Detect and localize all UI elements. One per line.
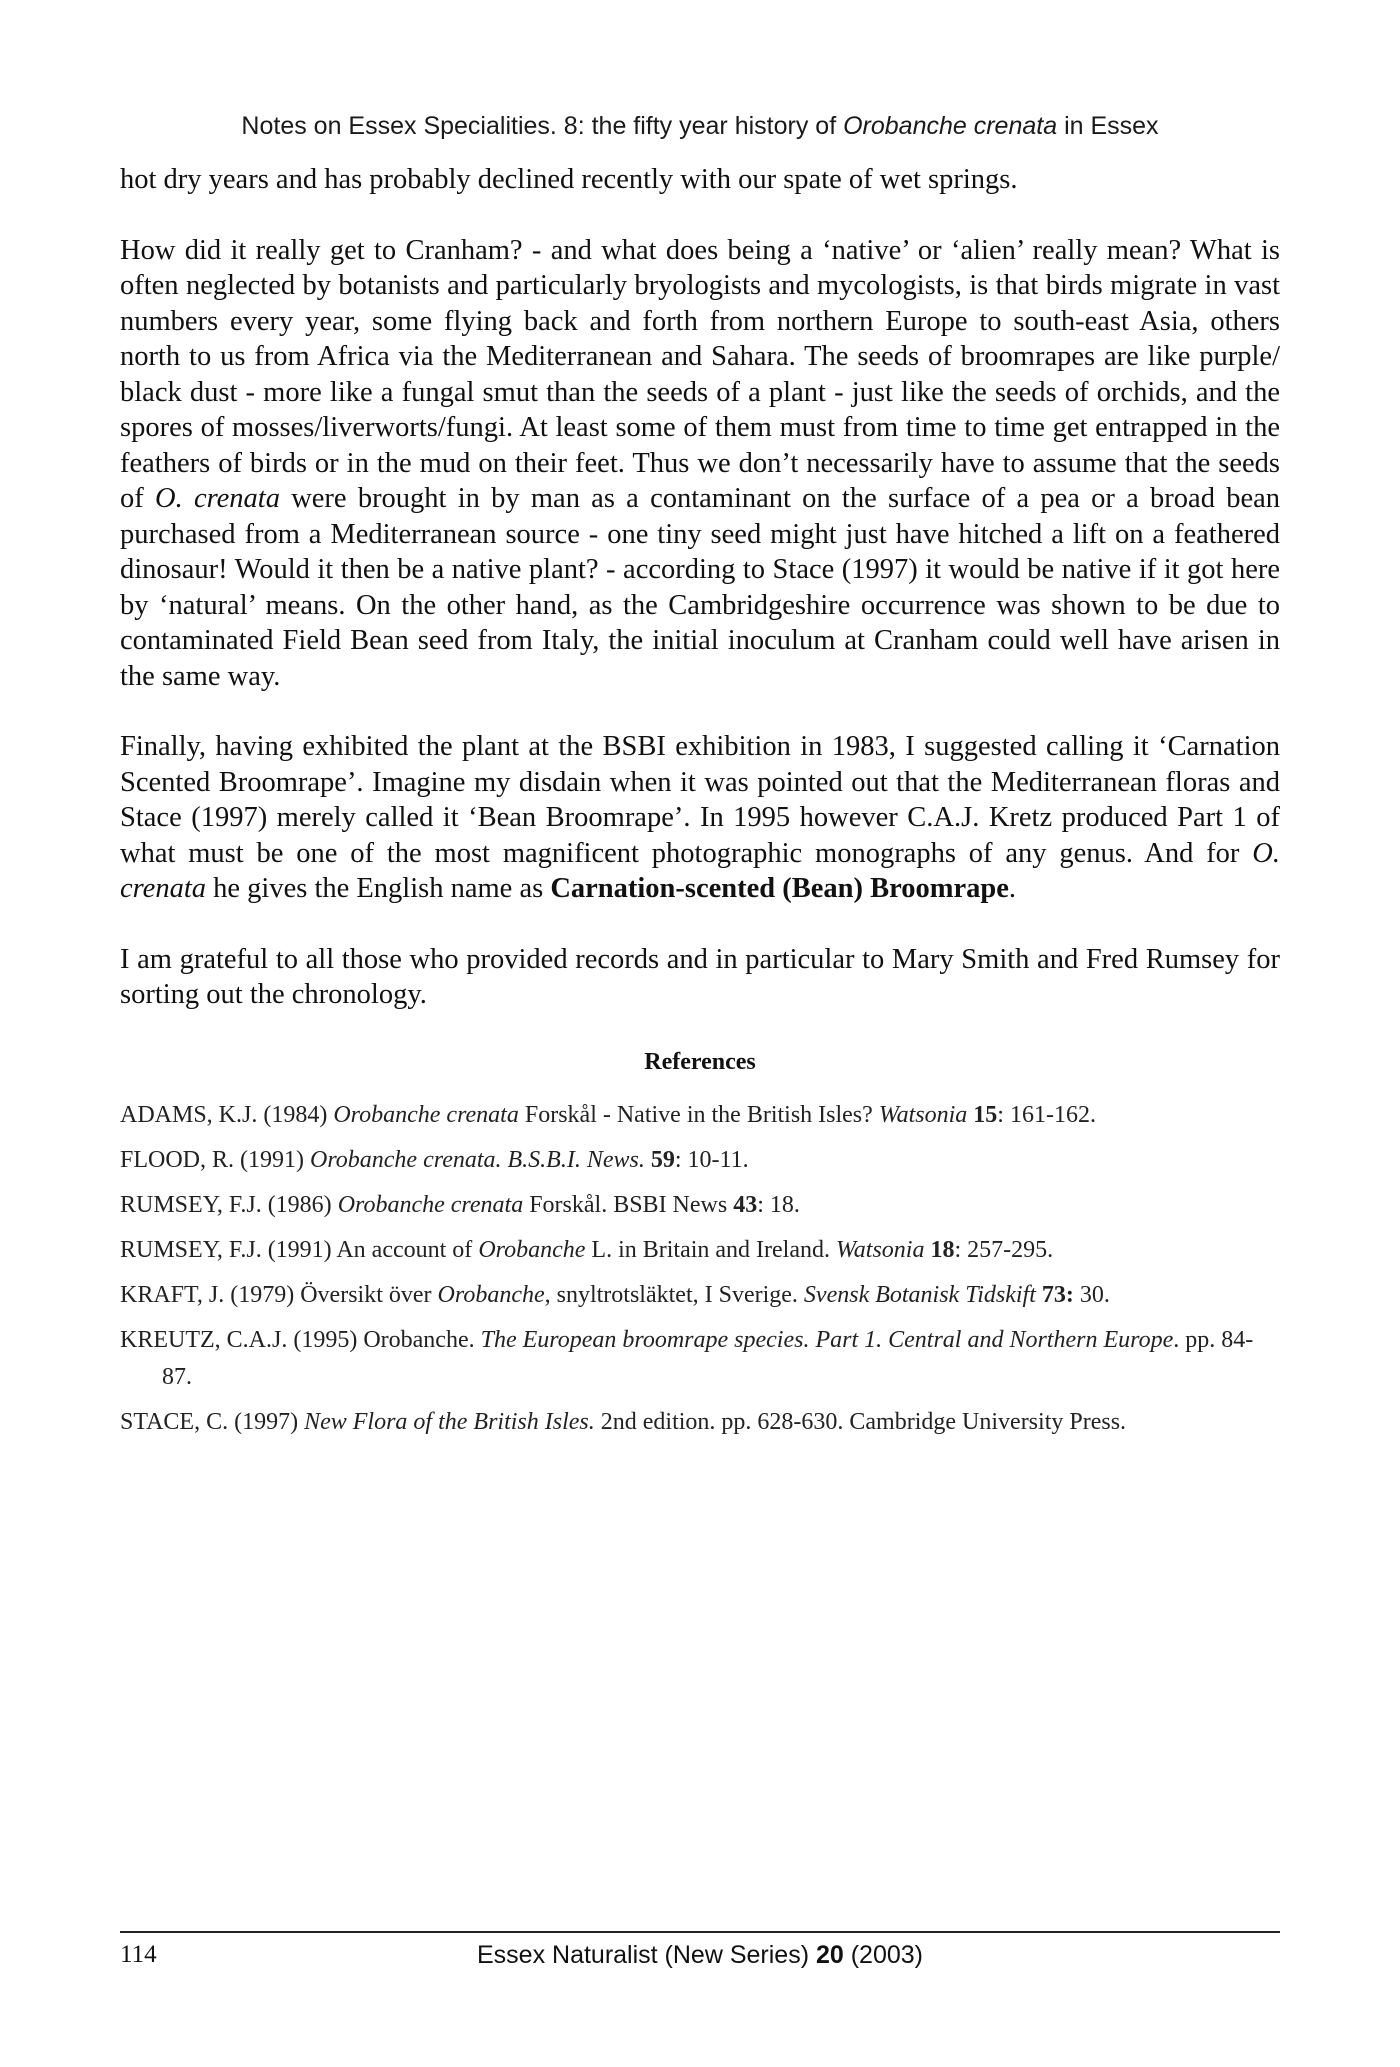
paragraph-2 <box>120 233 1280 695</box>
reference-item: RUMSEY, F.J. (1986) Orobanche crenata Forskål. BSBI News 43: 18. <box>120 1192 800 1218</box>
reference-item: RUMSEY, F.J. (1991) An account of Orobanche L. in Britain and Ireland. Watsonia 18: 257-295. <box>120 1237 1054 1263</box>
journal-name: Essex Naturalist (New Series) <box>476 1941 816 1969</box>
page-number: 114 <box>120 1941 157 1968</box>
article-body <box>120 162 1280 1048</box>
reference-item: FLOOD, R. (1991) Orobanche crenata. B.S.B.I. News. 59: 10-11. <box>120 1147 749 1173</box>
paragraph-1: hot dry years and has probably declined recently with our spate of wet springs. <box>120 164 1018 195</box>
journal-year: (2003) <box>843 1941 923 1969</box>
paragraph-3 <box>120 729 1280 907</box>
reference-item: KRAFT, J. (1979) Översikt över Orobanche, snyltrotsläktet, I Sverige. Svensk Botanisk Tidskift 73: 30. <box>120 1282 1110 1308</box>
journal-citation <box>120 1941 1280 1970</box>
paragraph-3-common-name: Carnation-scented (Bean) Broomrape <box>550 873 1009 904</box>
running-head-suffix: in Essex <box>1057 112 1159 140</box>
paragraph-3-species: O. crenata <box>120 837 1280 904</box>
reference-item: STACE, C. (1997) New Flora of the British Isles. 2nd edition. pp. 628-630. Cambridge University Press. <box>120 1408 1127 1435</box>
paragraph-4: I am grateful to all those who provided records and in particular to Mary Smith and Fred Rumsey for sorting out the chronology. <box>120 943 1280 1010</box>
references-list <box>120 1097 1280 1449</box>
paragraph-3-text-b: he gives the English name as <box>206 873 551 904</box>
paragraph-3-text-c: . <box>1008 873 1017 904</box>
reference-item: KREUTZ, C.A.J. (1995) Orobanche. The European broomrape species. Part 1. Central and Northern Europe. pp. 84-87. <box>120 1327 1254 1390</box>
reference-item: ADAMS, K.J. (1984) Orobanche crenata Forskål - Native in the British Isles? Watsonia 15: 161-162. <box>120 1102 1096 1128</box>
paragraph-2-species: O. crenata <box>155 483 280 514</box>
references-heading: References <box>644 1049 756 1075</box>
paragraph-2-text-b: were brought in by man as a contaminant on the surface of a pea or a broad bean purchased from a Mediterranean source - one tiny seed might just have hitched a lift on a feathered dinosaur! Would it then be a native plant? - according to Stace (1997) it would be native if it got here by ‘natural’ means. On the other hand, as the Cambridgeshire occurrence was shown to be due to contaminated Field Bean seed from Italy, the initial inoculum at Cranham could well have arisen in the same way. <box>120 483 1280 692</box>
running-head-species: Orobanche crenata <box>843 112 1058 140</box>
running-head <box>120 112 1280 141</box>
journal-volume: 20 <box>815 1941 844 1969</box>
paragraph-2-text-a: How did it really get to Cranham? - and what does being a ‘native’ or ‘alien’ really mean? What is often neglected by botanists and particularly bryologists and mycologists, is that birds migrate in vast numbers every year, some flying back and forth from northern Europe to south-east Asia, others north to us from Africa via the Mediterranean and Sahara. The seeds of broomrapes are like purple/ black dust - more like a fungal smut than the seeds of a plant - just like the seeds of orchids, and the spores of mosses/liverworts/fungi. At least some of them must from time to time get entrapped in the feathers of birds or in the mud on their feet. Thus we don’t necessarily have to assume that the seeds of <box>120 234 1280 514</box>
running-head-text: Notes on Essex Specialities. 8: the fifty year history of <box>241 112 844 140</box>
paragraph-3-text-a: Finally, having exhibited the plant at the BSBI exhibition in 1983, I suggested calling it ‘Carnation Scented Broomrape’. Imagine my disdain when it was pointed out that the Mediterranean floras and Stace (1997) merely called it ‘Bean Broomrape’. In 1995 however C.A.J. Kretz produced Part 1 of what must be one of the most magnificent photographic monographs of any genus. And for <box>120 731 1280 869</box>
footer-rule <box>120 1931 1280 1933</box>
